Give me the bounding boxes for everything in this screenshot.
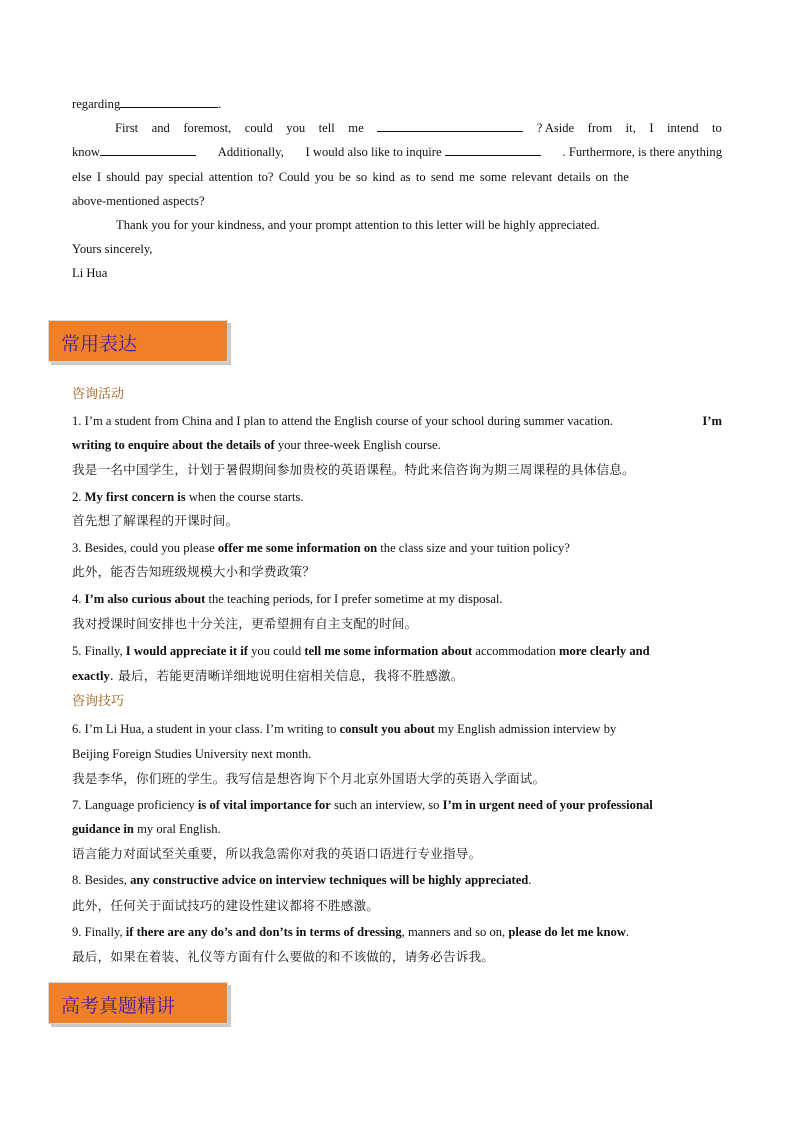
letter-line-3: know Additionally, I would also like to inquire . Furthermore, is there anything xyxy=(72,145,722,159)
expression-3-translation: 此外，能否告知班级规模大小和学费政策？ xyxy=(72,564,316,579)
expression-6-translation: 我是李华，你们班的学生。我写信是想咨询下个月北京外国语大学的英语入学面试。 xyxy=(72,771,546,786)
expression-7-line-1: 7. Language proficiency is of vital importance for such an interview, so I’m in urgent need of your professional xyxy=(72,798,653,812)
subheading-inquiry-skills: 咨询技巧 xyxy=(72,694,125,709)
expression-5-line-1: 5. Finally, I would appreciate it if you could tell me some information about accommodation more clearly and xyxy=(72,644,650,658)
expression-8: 8. Besides, any constructive advice on interview techniques will be highly appreciated. xyxy=(72,873,532,887)
expression-6-line-1: 6. I’m Li Hua, a student in your class. I’m writing to consult you about my English admission interview by xyxy=(72,722,617,736)
letter-line-6: Thank you for your kindness, and your prompt attention to this letter will be highly appreciated. xyxy=(116,218,600,232)
letter-line-regarding: regarding . xyxy=(72,97,222,111)
letter-closing: Yours sincerely, xyxy=(72,242,153,256)
expression-4: 4. I’m also curious about the teaching periods, for I prefer sometime at my disposal. xyxy=(72,592,503,606)
expression-8-translation: 此外，任何关于面试技巧的建设性建议都将不胜感激。 xyxy=(72,898,380,913)
answer-blank[interactable] xyxy=(100,144,196,156)
expression-3: 3. Besides, could you please offer me some information on the class size and your tuition policy? xyxy=(72,541,570,555)
expression-9-translation: 最后，如果在着装、礼仪等方面有什么要做的和不该做的，请务必告诉我。 xyxy=(72,949,495,964)
answer-blank[interactable] xyxy=(120,96,218,108)
expression-6-line-2: Beijing Foreign Studies University next month. xyxy=(72,747,312,761)
expression-7-line-2: guidance in my oral English. xyxy=(72,822,221,836)
subheading-inquiry-activity: 咨询活动 xyxy=(72,387,125,402)
expression-9: 9. Finally, if there are any do’s and don’ts in terms of dressing, manners and so on, please do let me know. xyxy=(72,925,630,939)
section-banner-exam-review: 高考真题精讲 xyxy=(48,982,228,1024)
answer-blank[interactable] xyxy=(377,120,523,132)
expression-2: 2. My first concern is when the course starts. xyxy=(72,490,304,504)
expression-1-line-1: 1. I’m a student from China and I plan to attend the English course of your school during summer vacation. I’m xyxy=(72,414,722,428)
expression-4-translation: 我对授课时间安排也十分关注，更希望拥有自主支配的时间。 xyxy=(72,616,418,631)
expression-1-line-2: writing to enquire about the details of your three-week English course. xyxy=(72,438,441,452)
answer-blank[interactable] xyxy=(445,144,541,156)
expression-2-translation: 首先想了解课程的开课时间。 xyxy=(72,513,239,528)
letter-line-2: First and foremost, could you tell me ? Aside from it, I intend to xyxy=(115,121,722,135)
letter-line-4: else I should pay special attention to? Could you be so kind as to send me some relevant details on the xyxy=(72,170,629,184)
expression-7-translation: 语言能力对面试至关重要，所以我急需你对我的英语口语进行专业指导。 xyxy=(72,846,482,861)
expression-5-line-2: exactly. 最后，若能更清晰详细地说明住宿相关信息，我将不胜感激。 xyxy=(72,668,464,683)
letter-line-5: above-mentioned aspects? xyxy=(72,194,205,208)
letter-signature: Li Hua xyxy=(72,266,108,280)
section-banner-common-expressions: 常用表达 xyxy=(48,320,228,362)
expression-1-translation: 我是一名中国学生，计划于暑假期间参加贵校的英语课程。特此来信咨询为期三周课程的具体信息。 xyxy=(72,462,635,477)
